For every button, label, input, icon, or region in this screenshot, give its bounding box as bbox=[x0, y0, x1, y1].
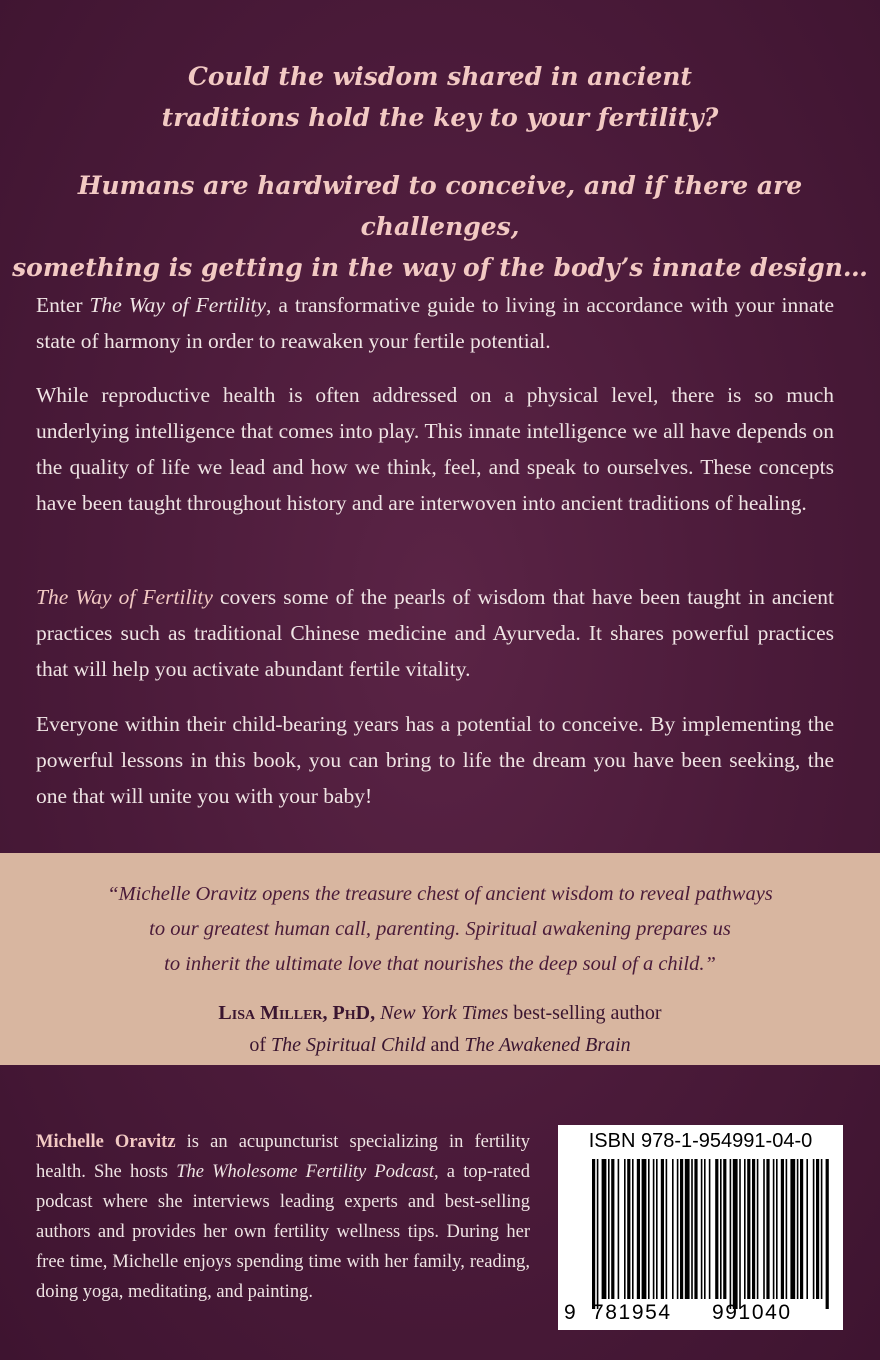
podcast-title: The Wholesome Fertility Podcast bbox=[176, 1162, 434, 1182]
paragraph-reproductive-health: While reproductive health is often addressed on a physical level, there is so much underlying intelligence that comes into play. This innate intelligence we all have depends on the quality of life we lead and how we think, feel, and speak to ourselves. These concepts have been taught throughout history and are interwoven into ancient traditions of healing. bbox=[36, 383, 834, 515]
endorser-publication: New York Times bbox=[380, 1002, 509, 1024]
barcode-bars bbox=[570, 1159, 832, 1309]
isbn-barcode bbox=[558, 1125, 843, 1330]
book-title-inline: The Way of Fertility bbox=[89, 293, 267, 317]
paragraph-potential: Everyone within their child-bearing years has a potential to conceive. By implementing the powerful lessons in this book, you can bring to life the dream you have been seeking, the one that will unite you with your baby! bbox=[36, 712, 834, 808]
barcode-lead-digit: 9 bbox=[564, 1301, 578, 1324]
barcode-digits-left: 781954 bbox=[592, 1301, 672, 1324]
endorsement-quote bbox=[40, 877, 840, 982]
headline-question bbox=[0, 56, 880, 138]
paragraph-pearls bbox=[36, 579, 834, 687]
quote-line-1: “Michelle Oravitz opens the treasure chest of ancient wisdom to reveal pathways bbox=[107, 883, 773, 905]
author-bio bbox=[36, 1127, 530, 1307]
isbn-label: ISBN 978-1-954991-04-0 bbox=[588, 1130, 813, 1152]
and-text: and bbox=[425, 1034, 465, 1056]
endorser-description: best-selling author bbox=[508, 1002, 662, 1024]
bio-text-1: is an acupuncturist specializing in fertility health. She hosts bbox=[36, 1132, 530, 1182]
headline-line-4: something is getting in the way of the body’s innate design… bbox=[12, 253, 868, 282]
endorser-book-1: The Spiritual Child bbox=[271, 1034, 426, 1056]
quote-line-2: to our greatest human call, parenting. Spiritual awakening prepares us bbox=[149, 918, 731, 940]
intro-enter: Enter bbox=[36, 293, 90, 317]
intro-rest: , a transformative guide to living in accordance with your innate state of harmony in order to reawaken your fertile potential. bbox=[36, 293, 835, 353]
endorsement-attribution bbox=[40, 997, 840, 1061]
endorser-name: Lisa Miller, PhD, bbox=[218, 1002, 376, 1024]
headline-line-2: traditions hold the key to your fertility? bbox=[161, 103, 719, 132]
bio-text-2: , a top-rated podcast where she interviews leading experts and best-selling authors and provides her own fertility wellness tips. During her free time, Michelle enjoys spending time with her family, reading, doing yoga, meditating, and painting. bbox=[36, 1162, 530, 1302]
headline-line-3: Humans are hardwired to conceive, and if there are challenges, bbox=[77, 171, 803, 241]
of-text: of bbox=[249, 1034, 272, 1056]
headline-statement bbox=[0, 165, 880, 288]
book-title-highlight: The Way of Fertility bbox=[36, 585, 213, 609]
endorser-book-2: The Awakened Brain bbox=[464, 1034, 631, 1056]
barcode-digits-right: 991040 bbox=[712, 1301, 792, 1324]
quote-line-3: to inherit the ultimate love that nourishes the deep soul of a child.” bbox=[164, 953, 716, 975]
author-name: Michelle Oravitz bbox=[36, 1132, 176, 1152]
paragraph-intro bbox=[36, 287, 834, 359]
pearls-rest: covers some of the pearls of wisdom that have been taught in ancient practices such as traditional Chinese medicine and Ayurveda. It shares powerful practices that will help you activate abundant fertile vitality. bbox=[36, 585, 834, 681]
endorsement-band bbox=[0, 853, 880, 1065]
headline-line-1: Could the wisdom shared in ancient bbox=[188, 62, 692, 91]
